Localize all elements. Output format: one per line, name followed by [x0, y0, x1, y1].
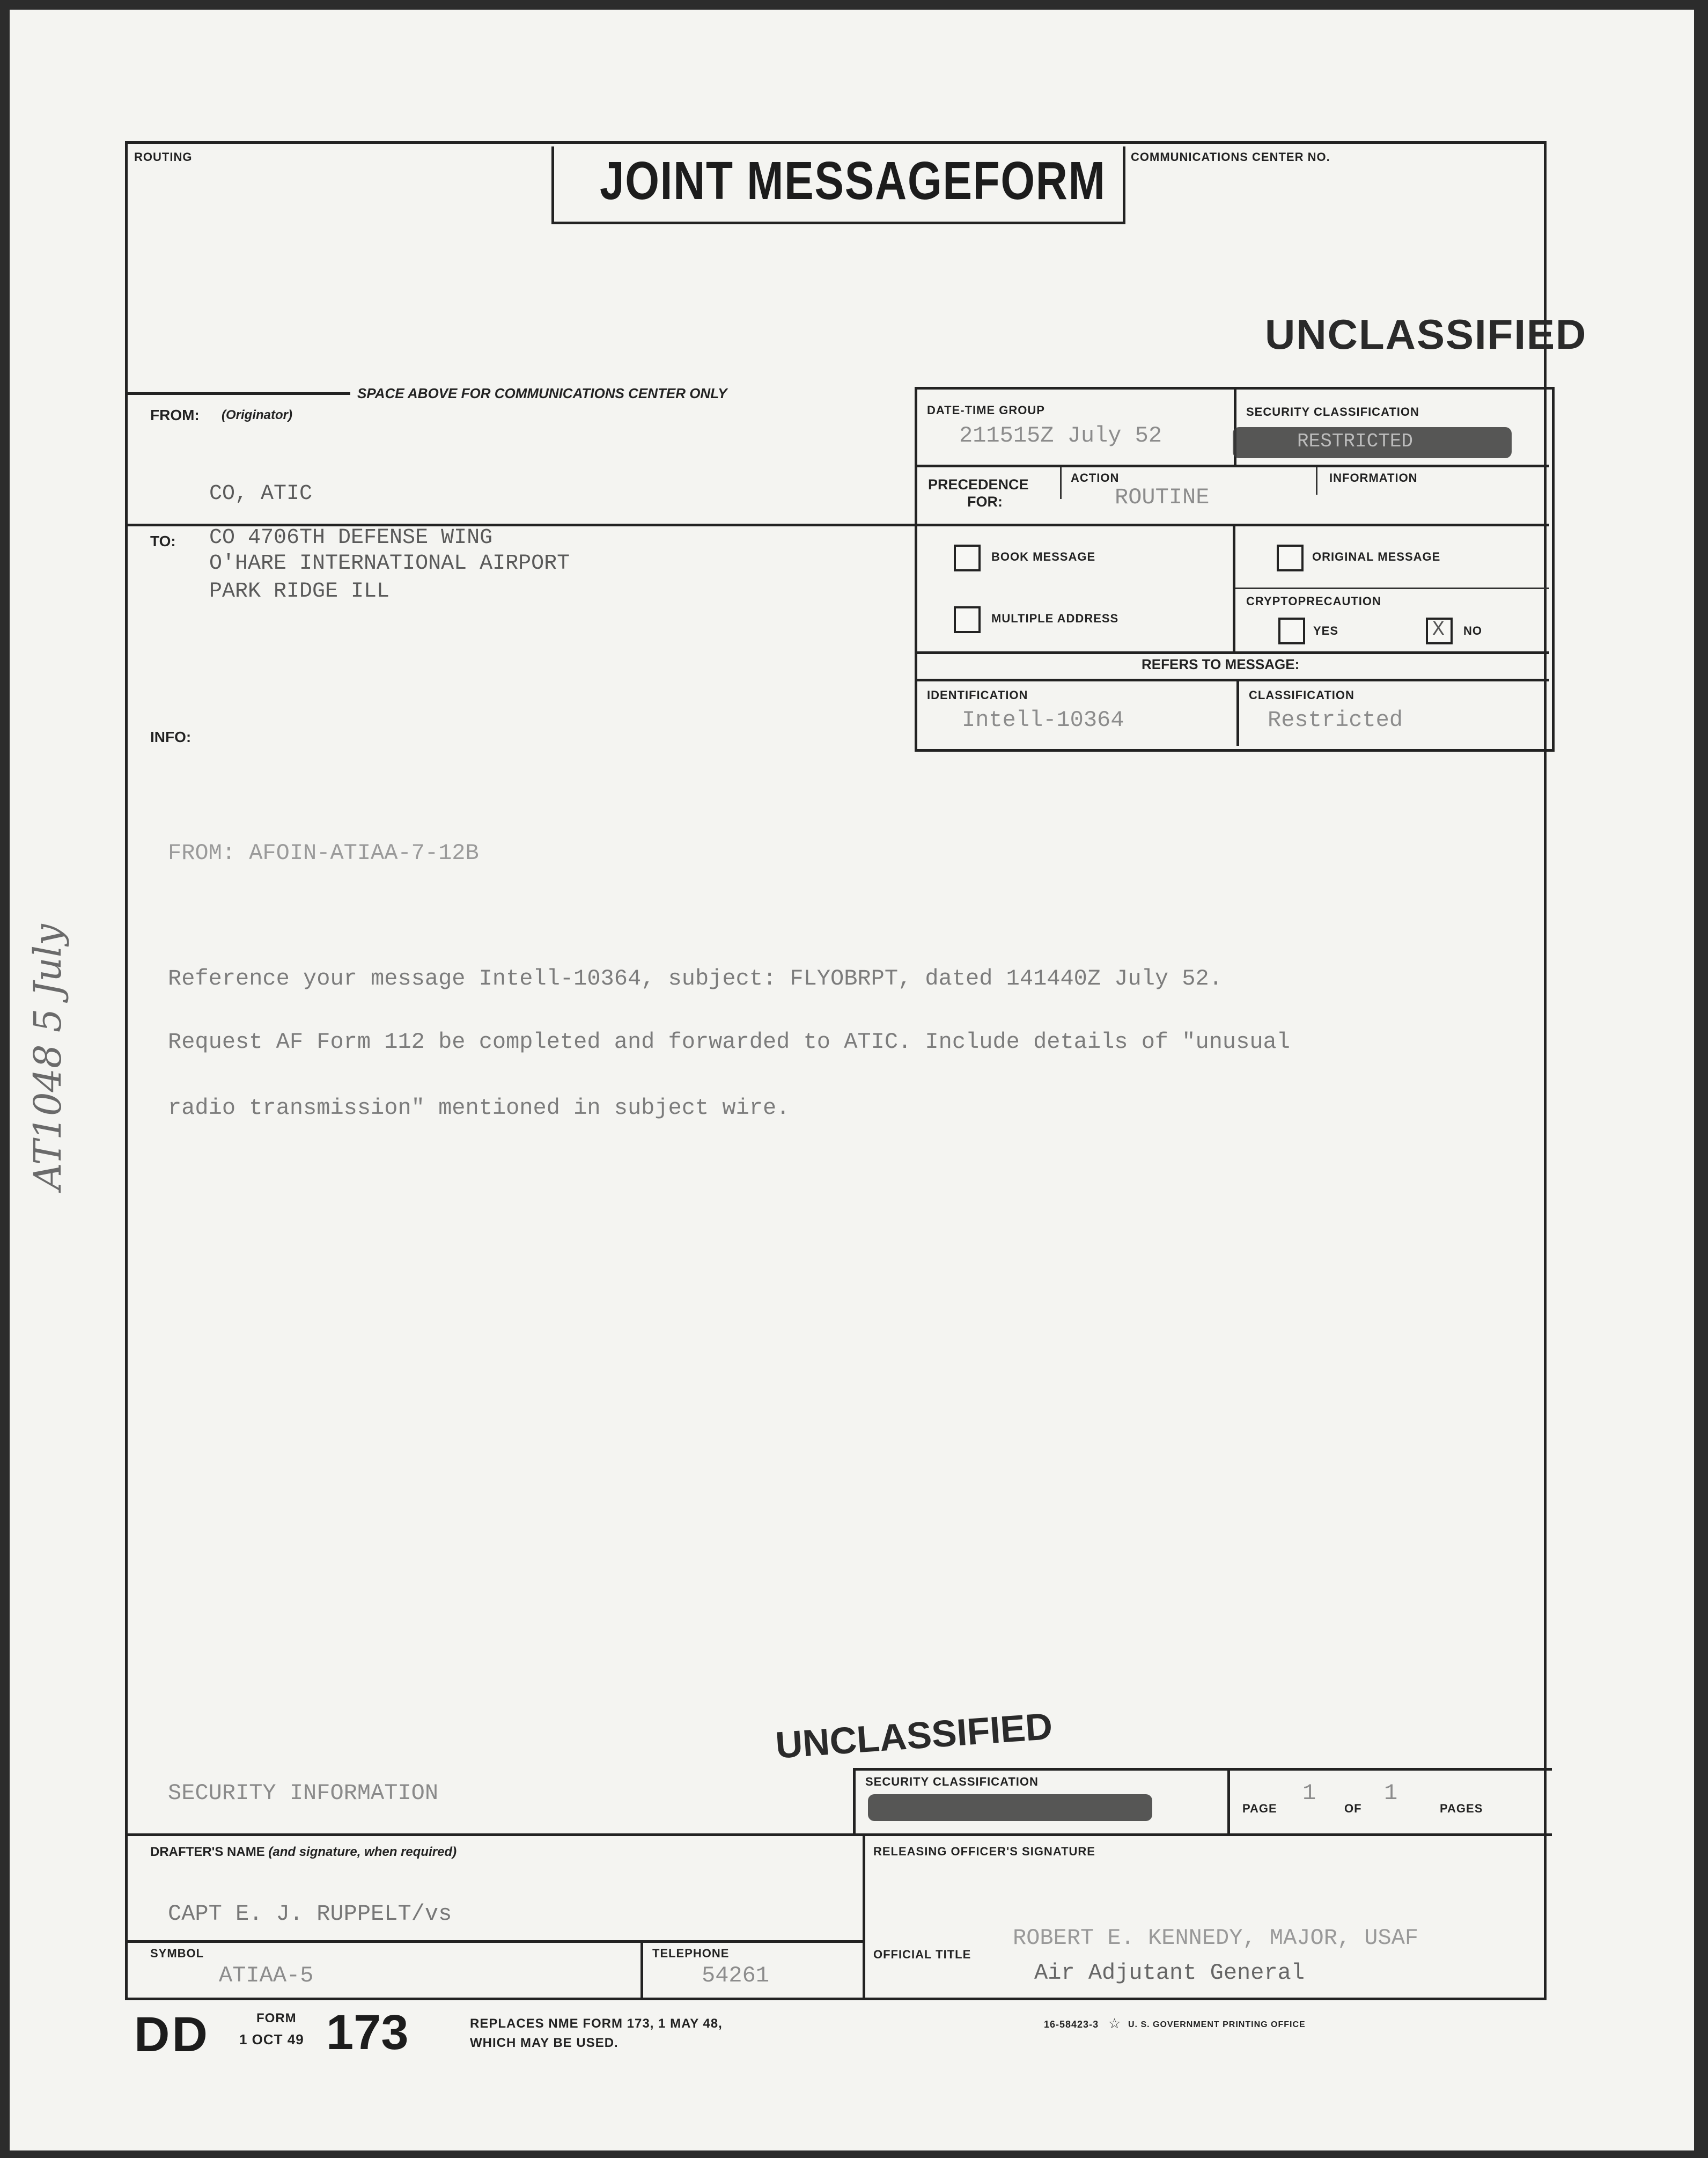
to-label: TO: — [150, 533, 176, 549]
footer-sec-class-redaction — [868, 1794, 1152, 1821]
security-class-value: RESTRICTED — [1297, 430, 1413, 452]
form-date: 1 OCT 49 — [239, 2031, 304, 2047]
classification-value: Restricted — [1268, 707, 1403, 733]
drafter-row-top — [125, 1833, 1552, 1836]
identification-value: Intell-10364 — [962, 707, 1124, 733]
information-label: INFORMATION — [1329, 471, 1418, 485]
telephone-value: 54261 — [702, 1963, 770, 1988]
multiple-address-label: MULTIPLE ADDRESS — [991, 612, 1119, 625]
crypto-yes-label: YES — [1313, 624, 1339, 637]
multiple-address-checkbox[interactable] — [954, 606, 981, 633]
pages-label: PAGES — [1440, 1802, 1483, 1815]
to-line-3: PARK RIDGE ILL — [209, 579, 390, 604]
margin-handwritten-note: AT1048 5 July — [26, 924, 70, 1190]
crypto-no-mark: X — [1432, 618, 1445, 641]
dtg-value: 211515Z July 52 — [959, 423, 1162, 449]
footer-sec-class-label: SECURITY CLASSIFICATION — [865, 1775, 1039, 1788]
dtg-row-divider — [917, 465, 1549, 467]
info-label: INFO: — [150, 729, 192, 745]
cryptoprecaution-label: CRYPTOPRECAUTION — [1246, 594, 1381, 608]
form-word: FORM — [256, 2011, 297, 2025]
book-message-checkbox[interactable] — [954, 545, 981, 571]
official-title-line-2: Air Adjutant General — [1034, 1960, 1305, 1986]
from-label: FROM: — [150, 407, 200, 423]
message-body-line-3: radio transmission" mentioned in subject wire. — [168, 1095, 790, 1121]
drafter-name-label — [150, 1845, 457, 1860]
replaces-line-1: REPLACES NME FORM 173, 1 MAY 48, — [470, 2016, 723, 2031]
precedence-for-label: FOR: — [967, 494, 1003, 510]
official-title-line-1: ROBERT E. KENNEDY, MAJOR, USAF — [1013, 1925, 1419, 1951]
message-body-line-2: Request AF Form 112 be completed and forwarded to ATIC. Include details of "unusual — [168, 1029, 1290, 1055]
crypto-yes-checkbox[interactable] — [1278, 618, 1305, 644]
unclassified-stamp-bottom: UNCLASSIFIED — [774, 1705, 1054, 1766]
space-above-label: SPACE ABOVE FOR COMMUNICATIONS CENTER ONLY — [357, 385, 727, 401]
gpo-code: 16-58423-3 — [1044, 2019, 1099, 2030]
original-message-checkbox[interactable] — [1277, 545, 1304, 571]
form-title: JOINT MESSAGEFORM — [600, 151, 1106, 211]
information-divider — [1316, 467, 1317, 495]
original-message-label: ORIGINAL MESSAGE — [1312, 550, 1441, 563]
to-line-2: O'HARE INTERNATIONAL AIRPORT — [209, 552, 570, 576]
routing-label: ROUTING — [134, 150, 193, 164]
form-number: 173 — [326, 2005, 409, 2060]
unclassified-stamp-top: UNCLASSIFIED — [1265, 311, 1587, 358]
official-title-label: OFFICIAL TITLE — [873, 1948, 971, 1961]
action-label: ACTION — [1071, 471, 1120, 485]
symbol-row-top — [125, 1940, 863, 1943]
drafter-label: DRAFTER'S NAME — [150, 1845, 265, 1859]
comm-center-label: COMMUNICATIONS CENTER NO. — [1131, 150, 1330, 164]
page-number: 1 — [1302, 1780, 1316, 1806]
dtg-label: DATE-TIME GROUP — [927, 403, 1045, 417]
from-value: CO, ATIC — [209, 482, 313, 506]
symbol-label: SYMBOL — [150, 1947, 204, 1960]
identification-label: IDENTIFICATION — [927, 688, 1028, 702]
security-class-label: SECURITY CLASSIFICATION — [1246, 405, 1419, 419]
comm-center-divider — [125, 392, 350, 395]
footer-top-line — [853, 1768, 1552, 1771]
ident-divider — [1236, 681, 1239, 746]
to-line-1: CO 4706TH DEFENSE WING — [209, 526, 493, 550]
action-divider — [1060, 467, 1062, 499]
gpo-star-icon: ☆ — [1108, 2015, 1121, 2031]
page-total: 1 — [1384, 1780, 1398, 1806]
message-body-line-1: Reference your message Intell-10364, subject: FLYOBRPT, dated 141440Z July 52. — [168, 966, 1223, 992]
options-row-divider — [1235, 588, 1549, 589]
drafter-name-value: CAPT E. J. RUPPELT/vs — [168, 1901, 452, 1927]
document-page — [10, 10, 1694, 2150]
dd-label: DD — [134, 2007, 210, 2062]
footer-sec-divider-left — [853, 1768, 856, 1833]
drafter-sub-label: (and signature, when required) — [268, 1845, 457, 1859]
releasing-officer-label: RELEASING OFFICER'S SIGNATURE — [873, 1845, 1095, 1858]
replaces-line-2: WHICH MAY BE USED. — [470, 2036, 619, 2050]
footer-center-divider — [863, 1833, 865, 1998]
message-from-line: FROM: AFOIN-ATIAA-7-12B — [168, 840, 479, 866]
options-divider — [1233, 526, 1235, 654]
security-info-text: SECURITY INFORMATION — [168, 1780, 439, 1806]
symbol-value: ATIAA-5 — [219, 1963, 314, 1988]
refers-row-top — [917, 651, 1549, 654]
action-value: ROUTINE — [1115, 485, 1210, 510]
telephone-label: TELEPHONE — [652, 1947, 730, 1960]
book-message-label: BOOK MESSAGE — [991, 550, 1096, 563]
page-label: PAGE — [1242, 1802, 1277, 1815]
originator-label: (Originator) — [222, 408, 292, 422]
crypto-no-label: NO — [1463, 624, 1482, 637]
of-label: OF — [1344, 1802, 1362, 1815]
gpo-text: U. S. GOVERNMENT PRINTING OFFICE — [1128, 2020, 1306, 2029]
refers-row-bottom — [917, 679, 1549, 681]
classification-label: CLASSIFICATION — [1249, 688, 1354, 702]
precedence-label: PRECEDENCE — [928, 476, 1029, 493]
refers-to-label: REFERS TO MESSAGE: — [1142, 656, 1300, 672]
telephone-divider — [640, 1940, 643, 1998]
page-box-divider — [1227, 1771, 1230, 1833]
